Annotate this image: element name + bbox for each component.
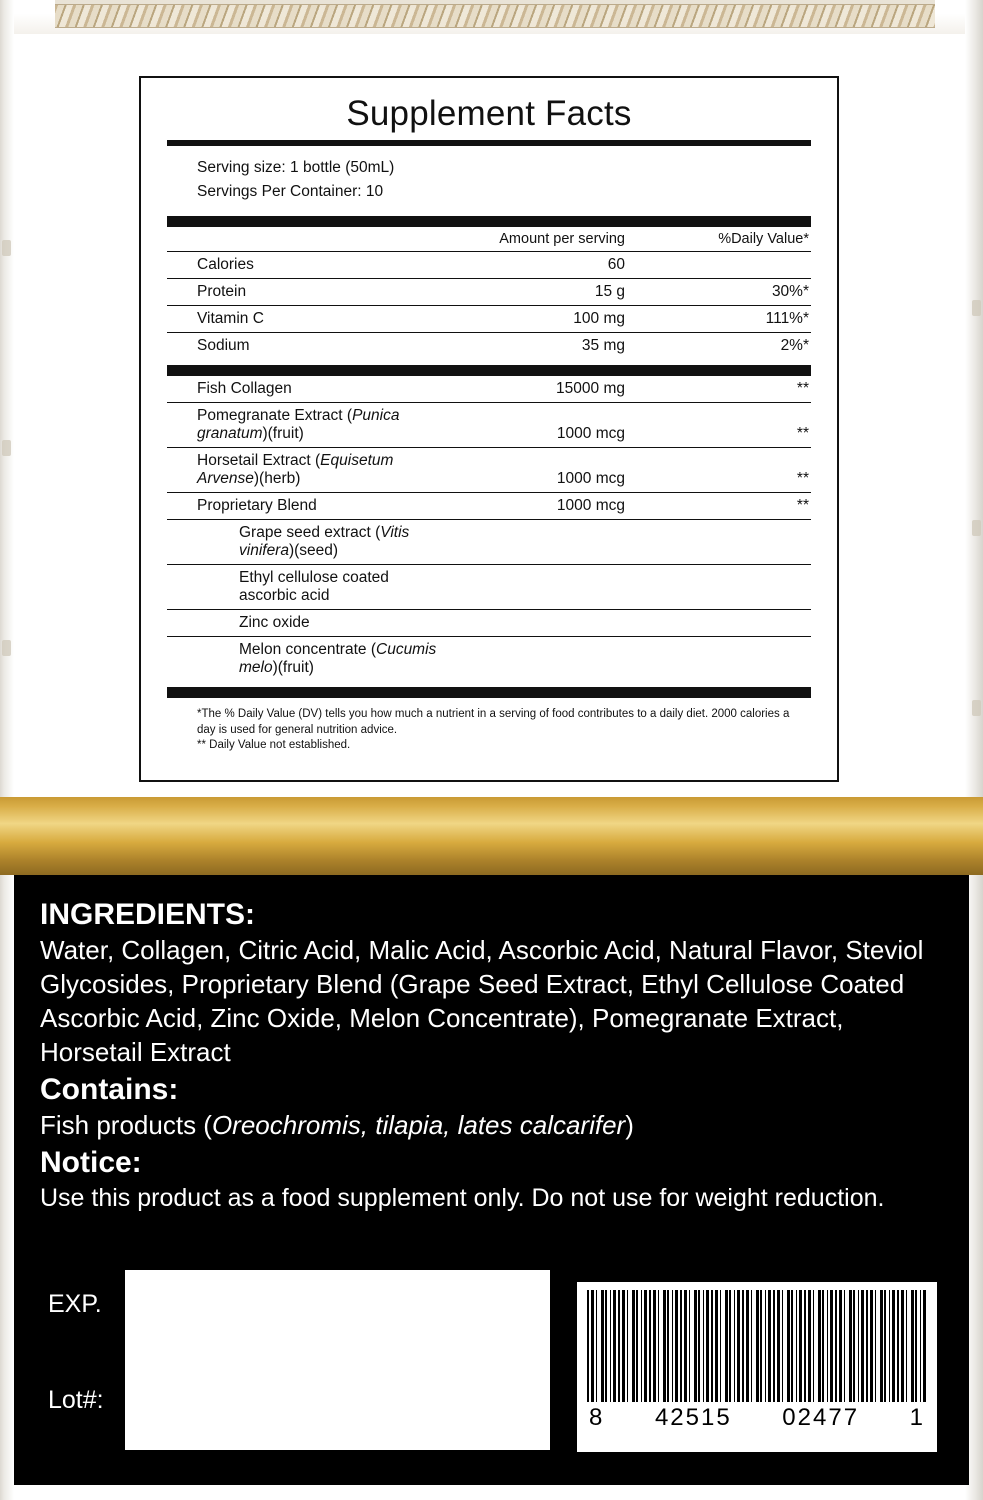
gold-accent-band [0,797,983,875]
ingredients-heading: INGREDIENTS: [40,898,256,931]
table-row [167,493,811,520]
table-row [167,376,811,403]
servings-per-container: Servings Per Container: 10 [197,183,384,201]
footnote-daily-value: *The % Daily Value (DV) tells you how much a nutrient in a serving of food contributes to a daily diet. 2000 calories a day is used for general nutrition advice. [197,708,790,736]
barcode-digit-group-1: 42515 [654,1404,732,1431]
carton-edge-nick [972,520,981,536]
carton-edge-nick [2,240,11,256]
notice-text: Use this product as a food supplement only. Do not use for weight reduction. [40,1184,885,1213]
nutrient-amount: 35 mg [581,337,625,355]
nutrient-dv: 2%* [780,337,809,355]
blend-item-amount [445,610,691,637]
ingredient-amount: 1000 mcg [445,448,691,493]
ingredient-name: Horsetail Extract (Equisetum Arvense)(herb) [167,448,445,493]
ingredients-text: Water, Collagen, Citric Acid, Malic Acid, Ascorbic Acid, Natural Flavor, Steviol Glycosides, Proprietary Blend (Grape Seed Extract, Ethyl Cellulose Coated Ascorbic Acid, Zinc Oxide, Melon Concentrate), Pomegranate Extract, Horsetail Extract [40,935,924,1067]
nutrient-amount: 15 g [445,279,691,306]
supplement-facts-panel [139,76,839,782]
barcode-digits [587,1402,927,1432]
divider-block [167,687,811,698]
ingredient-name: Pomegranate Extract (Punica granatum)(fruit) [167,403,445,448]
barcode-digit-right: 1 [909,1404,925,1431]
barcode-digit-group-2: 02477 [782,1404,860,1431]
carton-edge-nick [972,300,981,316]
nutrient-name: Protein [167,279,445,306]
blend-item: Zinc oxide [167,610,445,637]
corrugated-edge [55,4,935,28]
header-amount: Amount per serving [445,227,691,252]
carton-edge-nick [972,700,981,716]
carton-left-edge [0,0,14,1500]
barcode [577,1282,937,1452]
divider-block [167,216,811,227]
divider-block [167,365,811,376]
table-row [167,403,811,448]
table-row [167,637,811,682]
carton-edge-nick [2,440,11,456]
nutrient-dv: 30%* [691,279,811,306]
ingredient-amount: 1000 mcg [445,493,691,520]
nutrient-amount: 100 mg [445,306,691,333]
lot-label: Lot#: [48,1386,104,1414]
table-row [167,306,811,333]
blend-item: Ethyl cellulose coated ascorbic acid [167,565,445,610]
blend-item-dv [691,520,811,565]
table-header-row [167,227,811,252]
serving-size: Serving size: 1 bottle (50mL) [197,159,395,176]
table-row [167,448,811,493]
carton-top-flap [0,0,983,34]
ingredient-amount: 15000 mg [445,376,691,403]
serving-info [167,152,811,210]
barcode-digit-left: 8 [589,1404,605,1431]
ingredient-dv: ** [691,493,811,520]
footnote-not-established: ** Daily Value not established. [197,739,351,752]
table-row [167,565,811,610]
nutrient-name: Calories [167,252,445,279]
blend-item-amount [445,565,691,610]
blend-item-amount [445,637,691,682]
exp-lot-write-area [125,1270,550,1450]
ingredient-dv: ** [691,448,811,493]
exp-label: EXP. [48,1290,102,1318]
ingredient-amount: 1000 mcg [445,403,691,448]
nutrient-name: Sodium [197,337,250,355]
footnotes [167,698,811,754]
nutrition-table [167,227,811,359]
nutrient-dv: 111%* [691,306,811,333]
header-spacer [167,227,445,252]
blend-item-dv [691,637,811,682]
table-row [167,610,811,637]
blend-item-amount [445,520,691,565]
blend-item: Grape seed extract (Vitis vinifera)(seed) [167,520,445,565]
header-daily-value: %Daily Value* [691,227,811,252]
table-row [167,252,811,279]
nutrient-amount: 60 [445,252,691,279]
table-row [167,520,811,565]
contains-text: Fish products (Oreochromis, tilapia, lates calcarifer) [40,1109,634,1140]
notice-heading: Notice: [40,1145,142,1179]
ingredient-name: Proprietary Blend [167,493,445,520]
supplement-facts-title: Supplement Facts [346,94,632,133]
nutrient-dv [691,252,811,279]
exp-lot-barcode-row [40,1268,945,1458]
ingredient-dv: ** [691,403,811,448]
carton-edge-nick [2,640,11,656]
table-row [167,333,811,360]
ingredient-name: Fish Collagen [167,376,445,403]
table-row [167,279,811,306]
ingredients-amount-table [167,376,811,681]
ingredient-dv: ** [691,376,811,403]
nutrient-name: Vitamin C [167,306,445,333]
blend-item-dv [691,565,811,610]
blend-item-dv [691,610,811,637]
divider-thick [167,140,811,146]
contains-heading: Contains: [40,1072,179,1106]
barcode-bars [587,1290,927,1402]
blend-item: Melon concentrate (Cucumis melo)(fruit) [239,641,437,677]
